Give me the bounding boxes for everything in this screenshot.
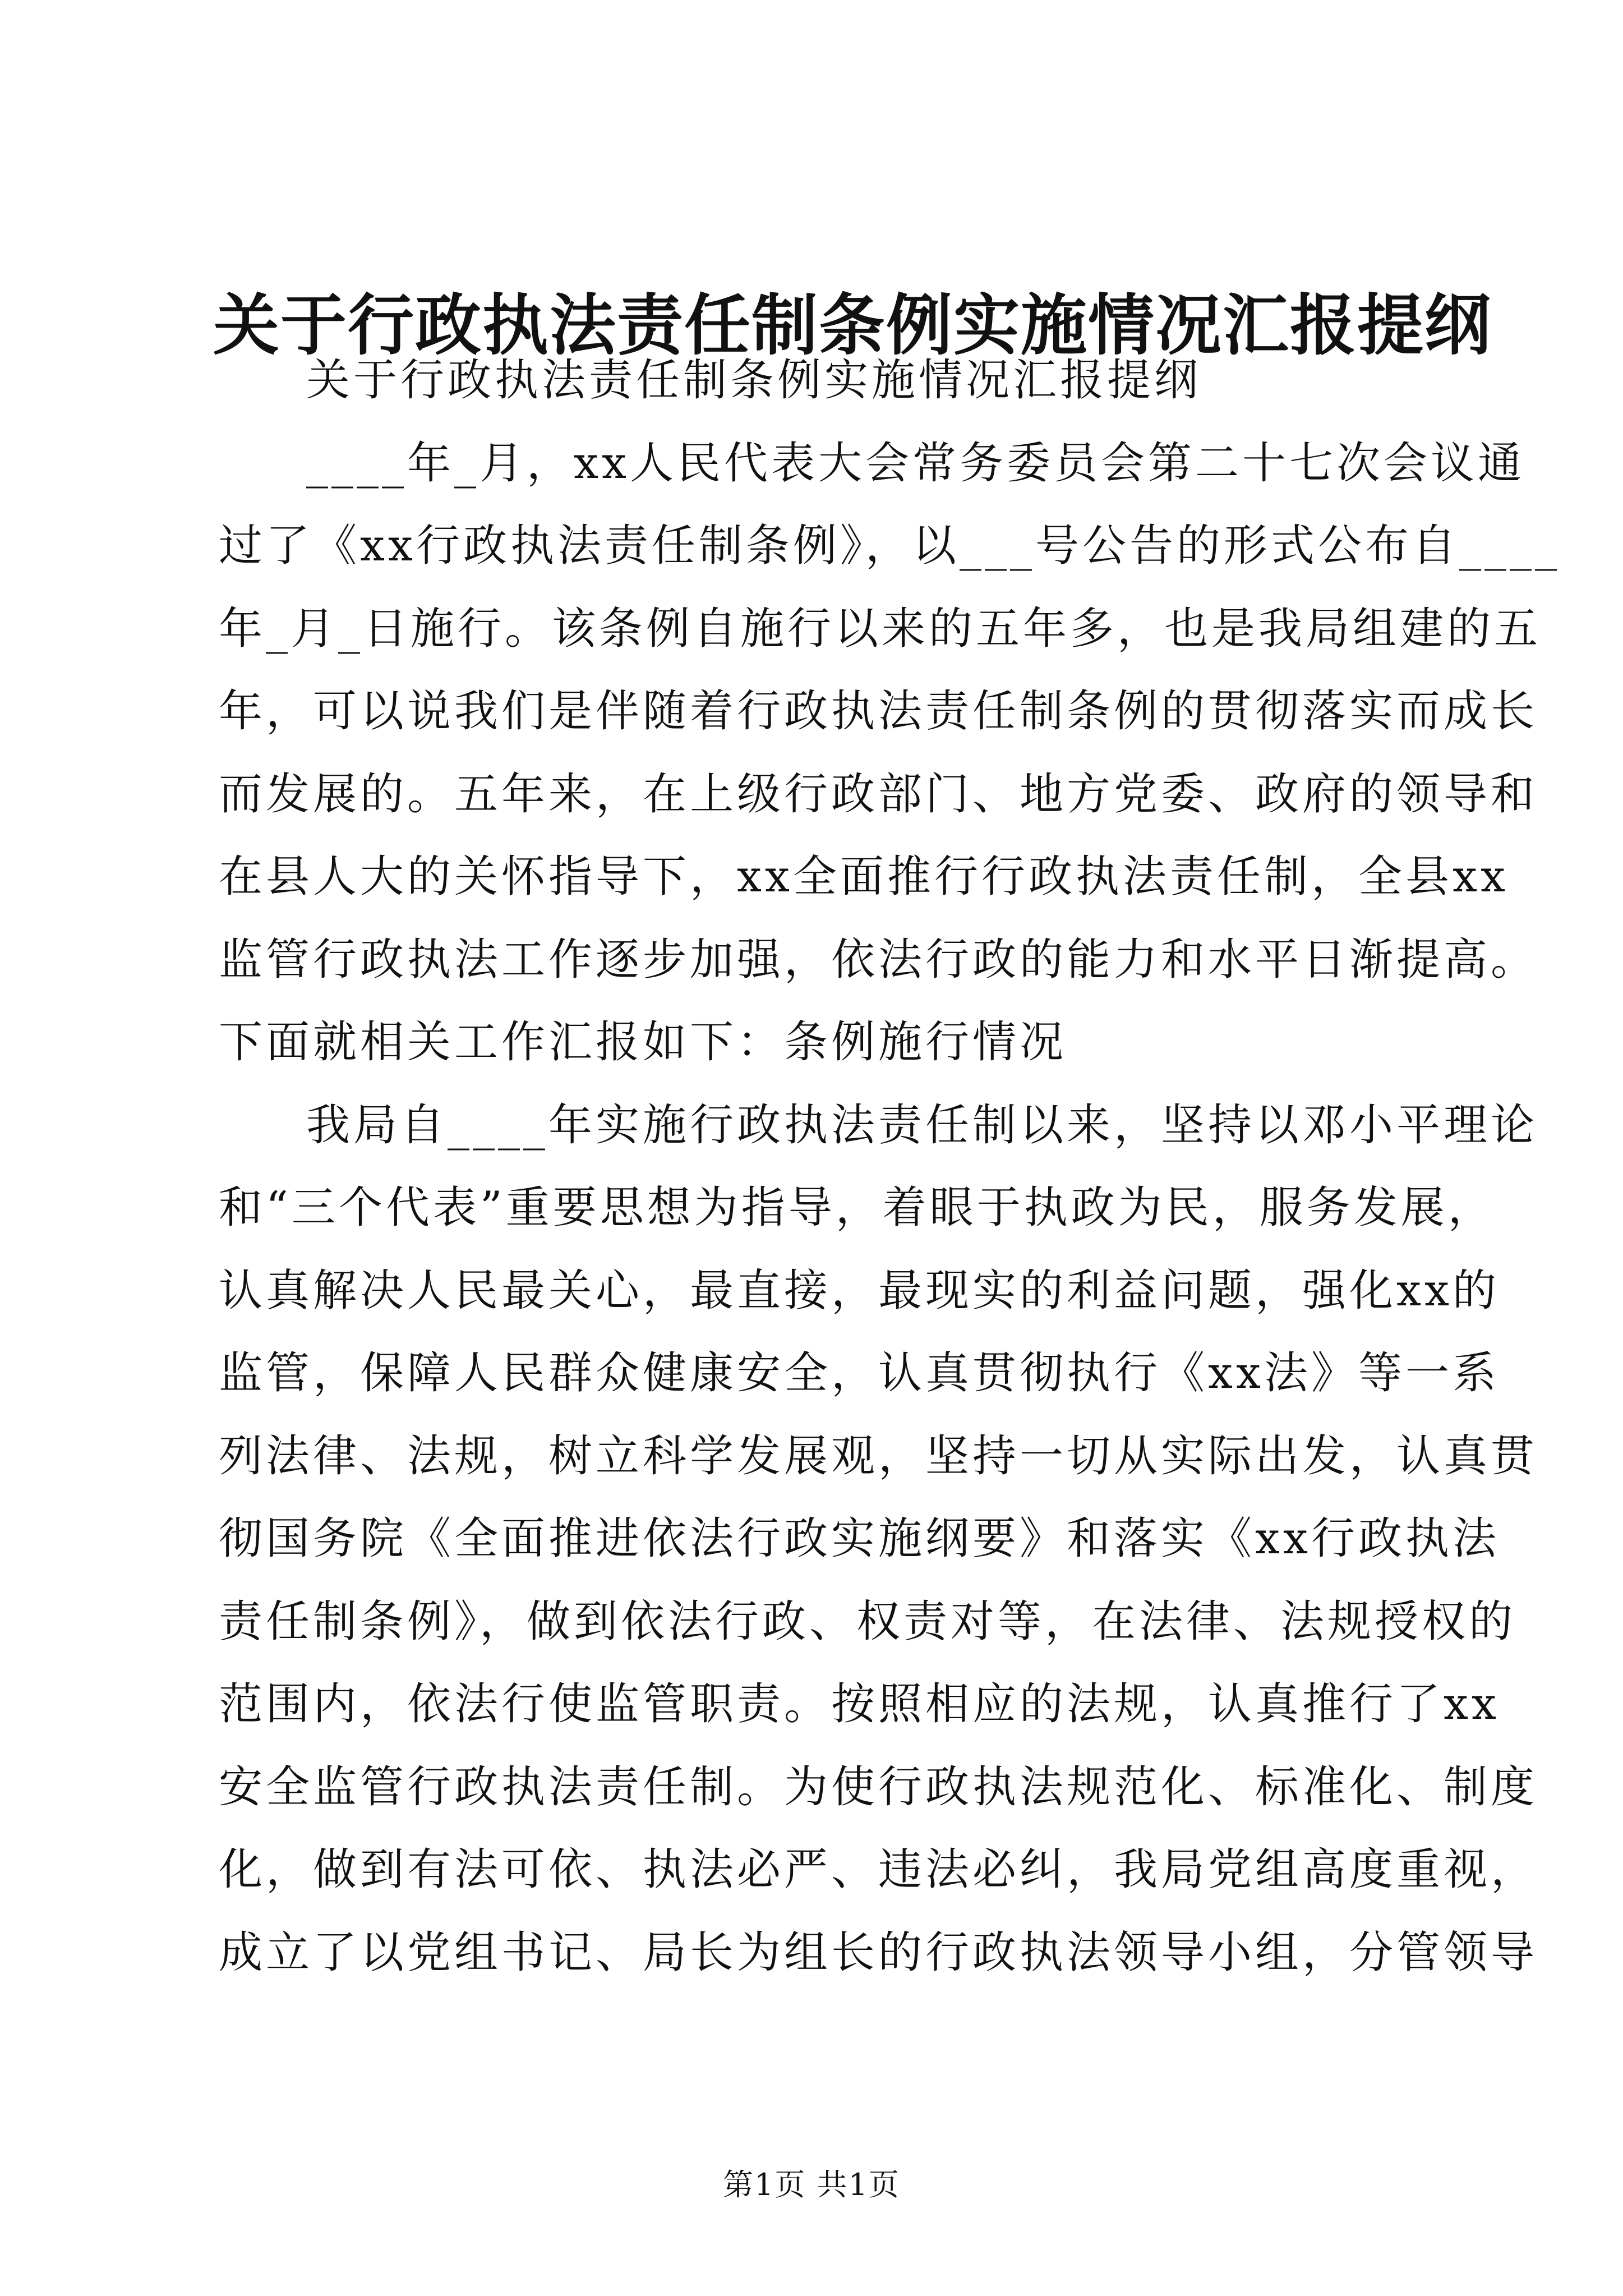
body-line: 而发展的。五年来，在上级行政部门、地方党委、政府的领导和 [219,769,1538,820]
body-line: 成立了以党组书记、局长为组长的行政执法领导小组，分管领导 [219,1927,1538,1978]
body-line: 和“三个代表”重要思想为指导，着眼于执政为民，服务发展， [219,1182,1495,1233]
body-line: 年_月_日施行。该条例自施行以来的五年多，也是我局组建的五 [219,603,1542,654]
document-body [219,339,1560,1994]
body-line: 安全监管行政执法责任制。为使行政执法规范化、标准化、制度 [219,1761,1538,1812]
body-line-subtitle: 关于行政执法责任制条例实施情况汇报提纲 [306,355,1202,406]
body-line: 监管，保障人民群众健康安全，认真贯彻执行《xx法》等一系 [219,1348,1500,1398]
body-line: 在县人大的关怀指导下，xx全面推行行政执法责任制，全县xx [219,852,1509,902]
body-line: 责任制条例》，做到依法行政、权责对等，在法律、法规授权的 [219,1596,1516,1647]
page-footer: 第1页 共1页 [723,2167,900,2202]
body-line: 我局自____年实施行政执法责任制以来，坚持以邓小平理论 [306,1099,1538,1151]
body-line: 化，做到有法可依、执法必严、违法必纠，我局党组高度重视， [219,1844,1538,1895]
body-line: 年，可以说我们是伴随着行政执法责任制条例的贯彻落实而成长 [219,686,1538,737]
body-line: ____年_月，xx人民代表大会常务委员会第二十七次会议通 [306,438,1525,489]
body-line: 认真解决人民最关心，最直接，最现实的利益问题，强化xx的 [219,1265,1500,1316]
body-line: 范围内，依法行使监管职责。按照相应的法规，认真推行了xx [219,1679,1500,1729]
body-line: 下面就相关工作汇报如下：条例施行情况 [219,1017,1067,1068]
body-line: 彻国务院《全面推进依法行政实施纲要》和落实《xx行政执法 [219,1513,1500,1564]
document-title: 关于行政执法责任制条例实施情况汇报提纲 [213,286,1492,364]
body-line: 过了《xx行政执法责任制条例》，以___号公告的形式公布自____ [219,521,1560,571]
body-line: 监管行政执法工作逐步加强，依法行政的能力和水平日渐提高。 [219,934,1538,985]
body-line: 列法律、法规，树立科学发展观，坚持一切从实际出发，认真贯 [219,1430,1538,1481]
